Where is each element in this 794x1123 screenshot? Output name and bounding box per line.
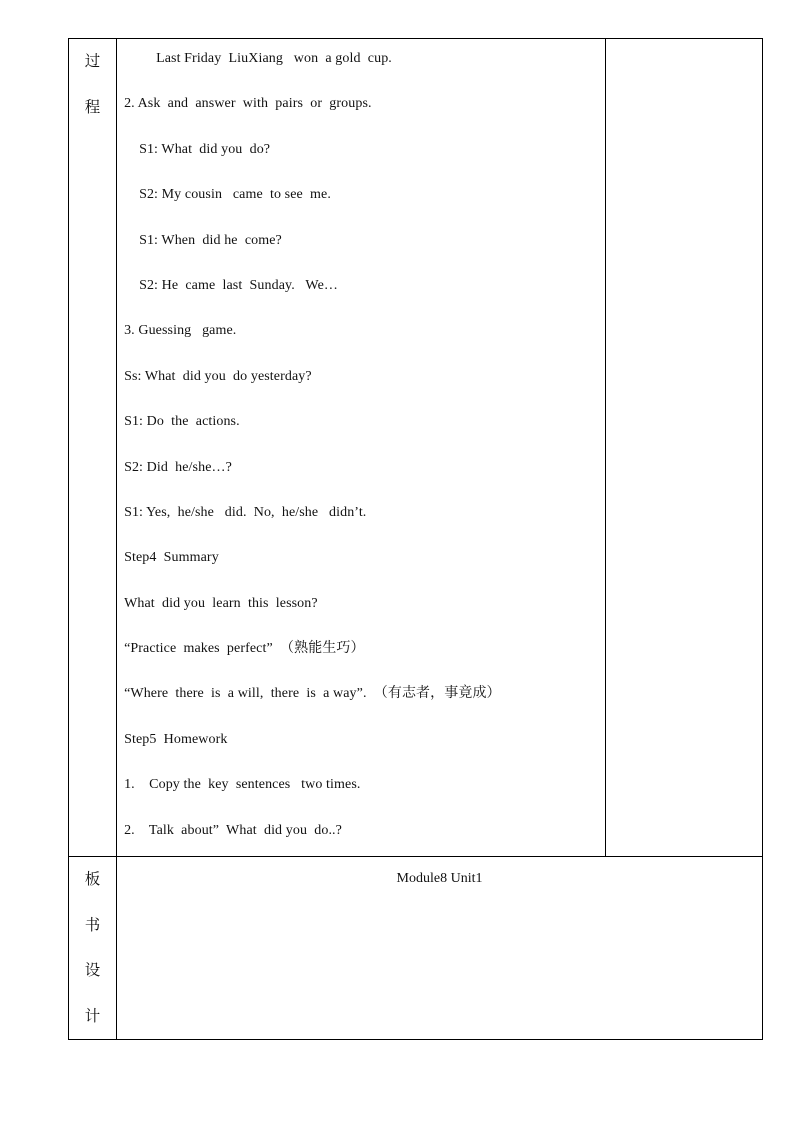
text-line: “Practice makes perfect” （熟能生巧） [124,641,365,657]
text-line: S2: My cousin came to see me. [139,187,331,203]
text-line: Ss: What did you do yesterday? [124,368,312,384]
board-label-char: 计 [84,1007,101,1025]
lesson-plan-table [68,38,763,1040]
text-line: Last Friday LiuXiang won a gold cup. [156,51,392,66]
board-label-char: 设 [84,962,101,980]
text-line: S2: Did he/she…? [124,459,232,475]
text-line: S1: What did you do? [139,141,271,157]
board-design-cell [117,857,763,1040]
text-line: 1. Copy the key sentences two times. [124,777,361,793]
text-line: Step5 Homework [124,731,228,747]
text-line: S1: Yes, he/she did. No, he/she didn’t. [124,504,367,520]
text-line: “Where there is a will, there is a way”. （有志者，事竟成） [124,686,501,702]
text-line: Step4 Summary [124,550,219,566]
board-label-char: 板 [84,871,101,889]
notes-cell [605,39,762,857]
board-label-cell [69,857,117,1040]
process-content-cell [117,39,606,857]
text-line: S2: He came last Sunday. We… [139,277,338,293]
text-line: S1: Do the actions. [124,414,240,430]
board-row [69,857,763,1040]
process-label-char: 过 [84,53,101,70]
process-label-char: 程 [84,98,101,116]
board-label-char: 书 [84,916,101,934]
board-label [69,857,116,1039]
text-line: What did you learn this lesson? [124,595,318,611]
process-label [69,39,116,130]
process-row [69,39,763,857]
text-line: S1: When did he come? [139,232,282,248]
process-lines [117,39,605,856]
board-title: Module8 Unit1 [396,871,483,887]
text-line: 2. Ask and answer with pairs or groups. [124,96,372,112]
text-line: 3. Guessing game. [124,323,237,339]
text-line: 2. Talk about” What did you do..? [124,822,342,838]
process-label-cell [69,39,117,857]
